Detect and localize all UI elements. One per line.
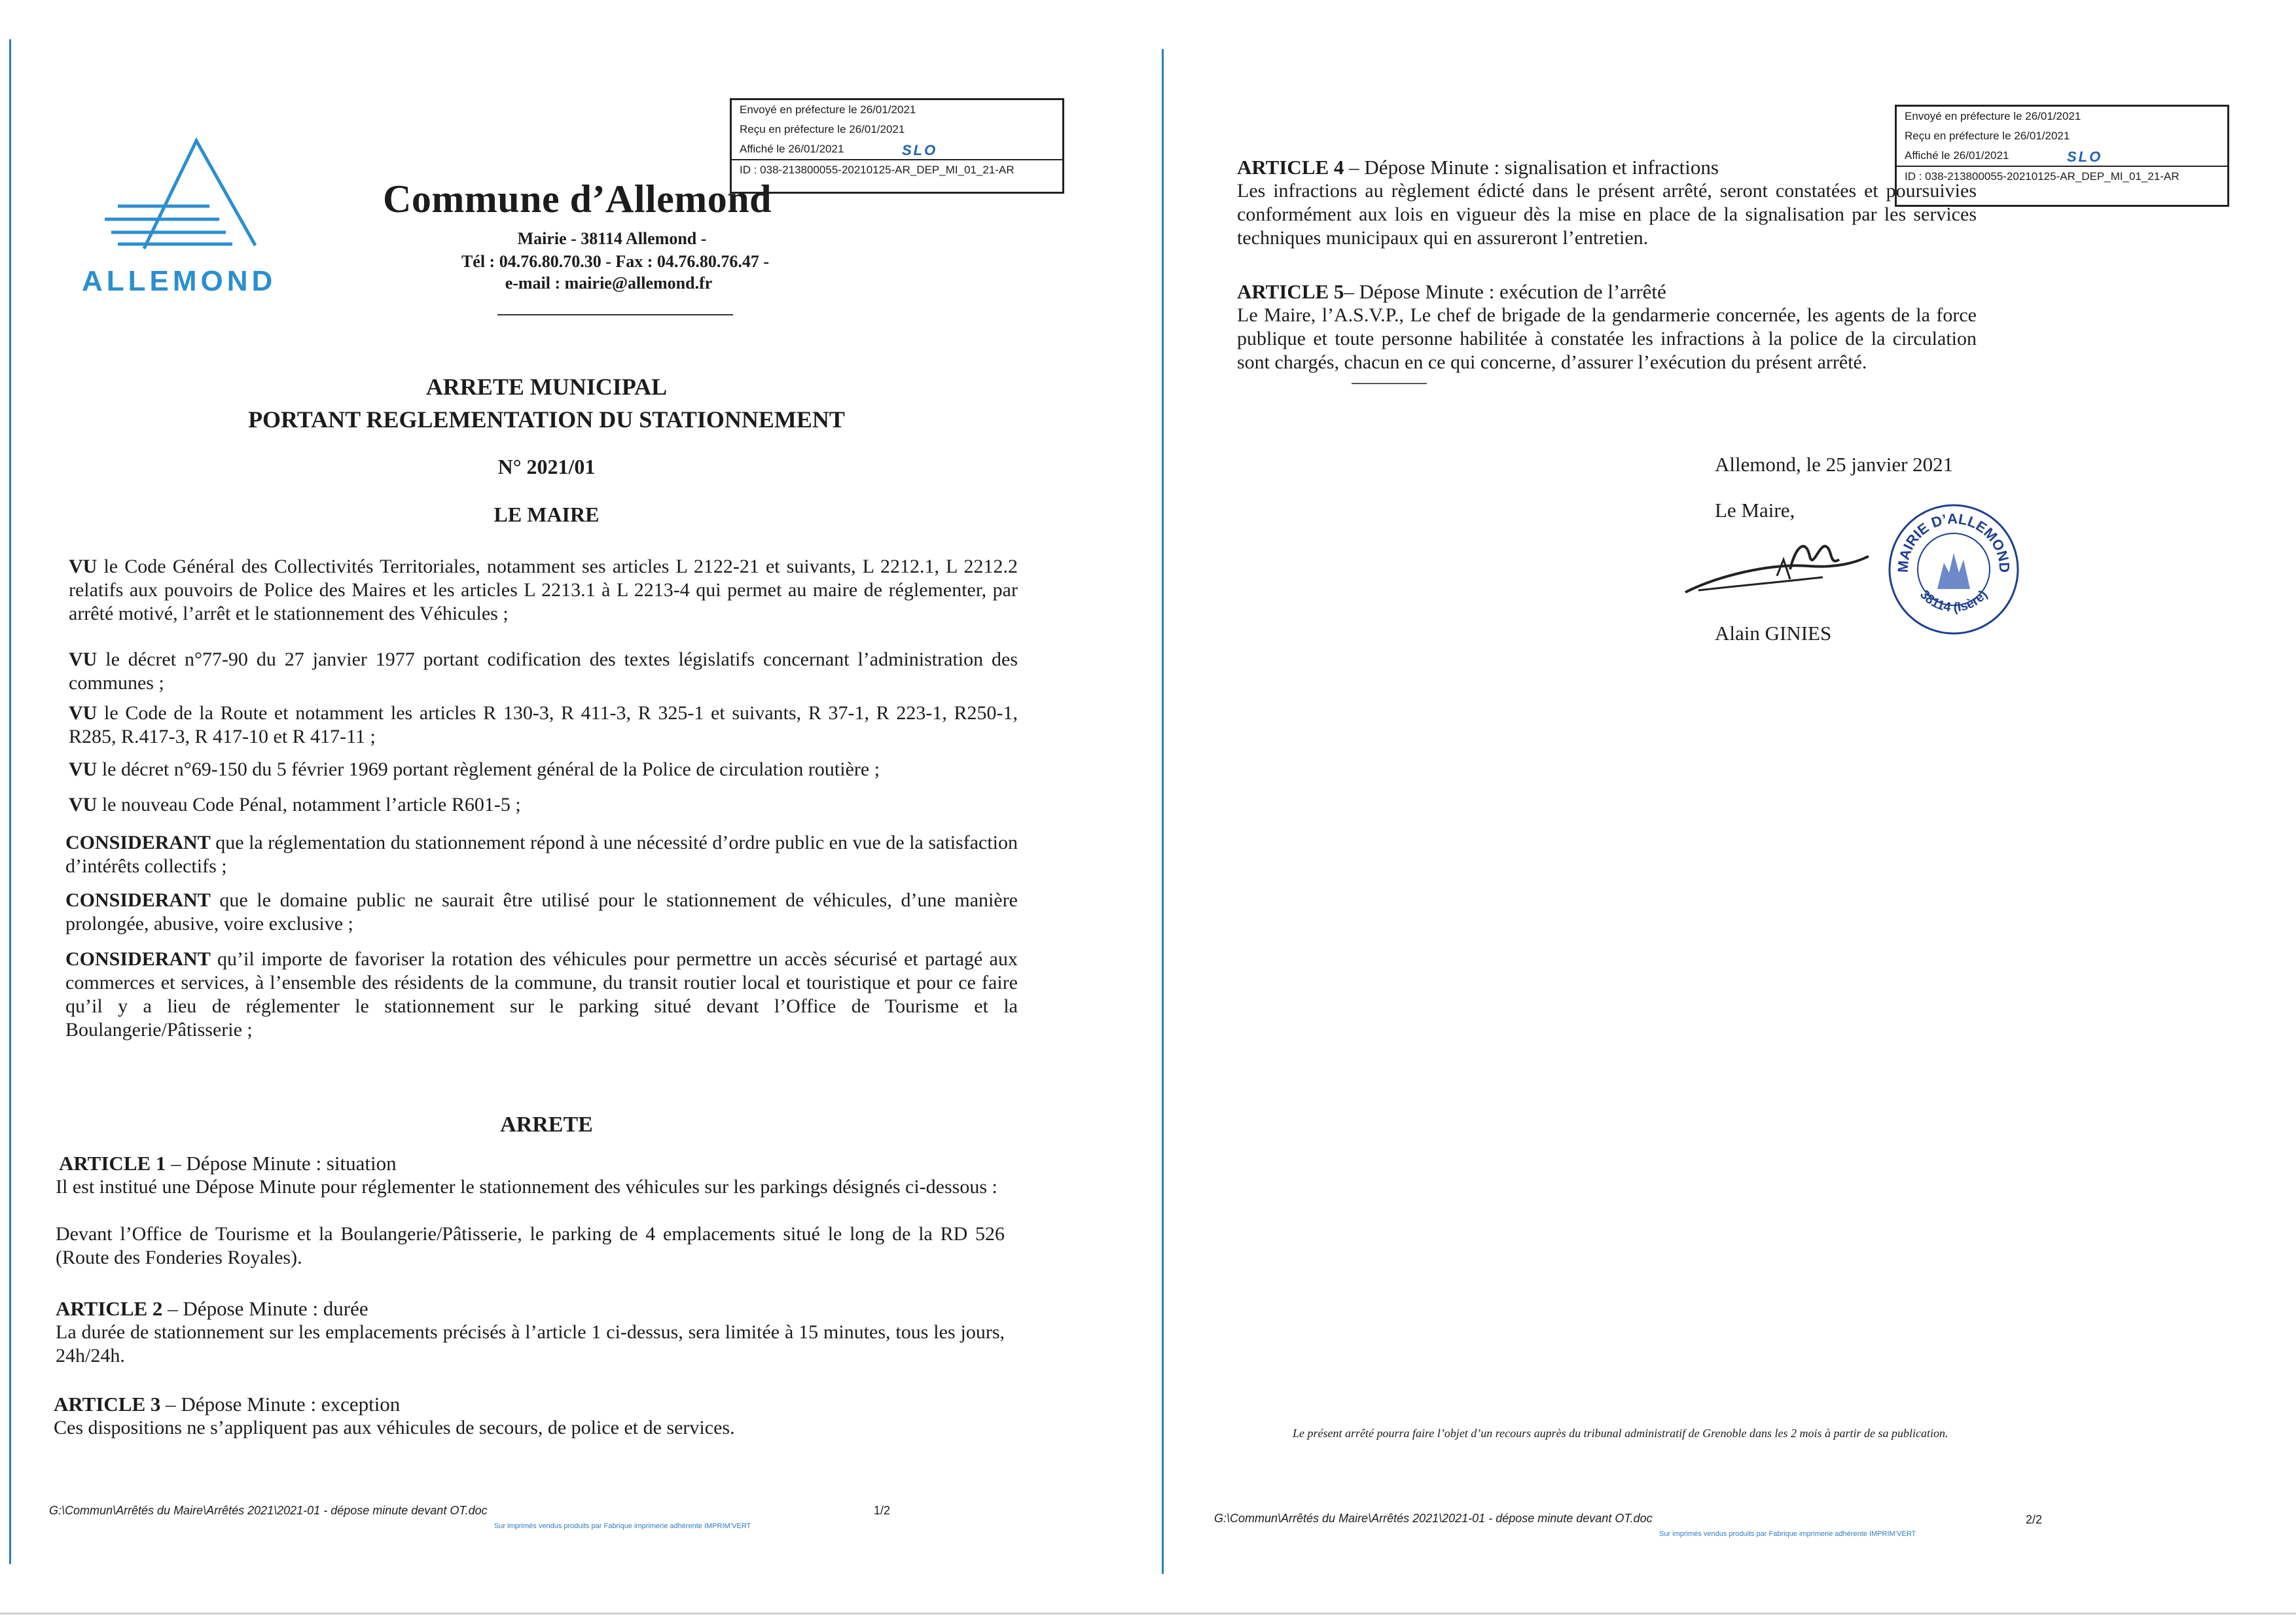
article-5-body: Le Maire, l’A.S.V.P., Le chef de brigade de la gendarmerie concernée, les agents de la force publique et toute personne habilitée à constatée les infractions à la police de la circulation sont chargés, chacun en ce qui concerne, d’assurer l’exécution du présent arrêté. xyxy=(1237,304,1977,373)
slo-logo: SLO xyxy=(2067,149,2103,165)
article-3-heading: ARTICLE 3 – Dépose Minute : exception xyxy=(54,1393,401,1416)
page-1 xyxy=(0,0,1086,1623)
stamp-recu: Reçu en préfecture le 26/01/2021 xyxy=(1905,130,2070,142)
stamp-recu: Reçu en préfecture le 26/01/2021 xyxy=(740,123,905,135)
prefecture-stamp xyxy=(730,98,1064,194)
page-number-p1: 1/2 xyxy=(874,1504,891,1517)
email: e-mail : mairie@allemond.fr xyxy=(505,274,713,293)
preamble-vu-code-penal: VU le nouveau Code Pénal, notamment l’article R601-5 ; xyxy=(69,794,521,815)
commune-name: Commune d’Allemond xyxy=(383,177,772,221)
allemond-logo xyxy=(79,134,295,304)
official-seal-icon xyxy=(1885,501,2022,638)
mountain-logo-icon xyxy=(79,134,295,265)
article-2-body: La durée de stationnement sur les emplacements précisés à l’article 1 ci-dessus, sera limitée à 15 minutes, tous les jours, 24h/24h. xyxy=(56,1321,1005,1366)
svg-text:MAIRIE D’ALLEMOND: MAIRIE D’ALLEMOND xyxy=(1894,510,2013,573)
title-line-1: ARRETE MUNICIPAL xyxy=(425,374,668,400)
arrete-number: N° 2021/01 xyxy=(497,455,596,478)
preamble-considerant-2: CONSIDERANT que le domaine public ne saurait être utilisé pour le stationnement de véhicules, d’une manière prolongée, abusive, voire exclusive ; xyxy=(65,889,1018,935)
scan-edge-line xyxy=(1162,49,1164,1574)
page-number-p2: 2/2 xyxy=(2026,1513,2043,1526)
article-1-body-2: Devant l’Office de Tourisme et la Boulangerie/Pâtisserie, le parking de 4 emplacements situé le long de la RD 526 (Route des Fonderies Royales). xyxy=(56,1223,1005,1268)
article-5-heading: ARTICLE 5– Dépose Minute : exécution de l’arrêté xyxy=(1237,280,1666,303)
title-line-2: PORTANT REGLEMENTATION DU STATIONNEMENT xyxy=(248,406,845,433)
footer-path-p2: G:\Commun\Arrêtés du Maire\Arrêtés 2021\2021-01 - dépose minute devant OT.doc xyxy=(1214,1512,1653,1525)
stamp-id: ID : 038-213800055-20210125-AR_DEP_MI_01_21-AR xyxy=(1897,166,2227,187)
handwritten-signature-icon xyxy=(1679,530,1875,602)
phone-fax: Tél : 04.76.80.70.30 - Fax : 04.76.80.76.47 - xyxy=(461,252,770,271)
logo-wordmark: ALLEMOND xyxy=(82,265,277,297)
arrete-heading: ARRETE xyxy=(500,1113,593,1137)
stamp-envoye: Envoyé en préfecture le 26/01/2021 xyxy=(1905,110,2081,122)
preamble-vu-code-route: VU le Code de la Route et notamment les articles R 130-3, R 411-3, R 325-1 et suivants, R 37-1, R 223-1, R250-1, R285, R.417-3, R 417-10 et R 417-11 ; xyxy=(69,702,1018,747)
article-4-heading: ARTICLE 4 – Dépose Minute : signalisation et infractions xyxy=(1237,156,1719,179)
scan-bottom-edge xyxy=(0,1613,2296,1614)
article-1-body-1: Il est institué une Dépose Minute pour réglementer le stationnement des véhicules sur les parkings désignés ci-dessous : xyxy=(56,1176,997,1198)
divider xyxy=(1352,383,1427,384)
page-2 xyxy=(1103,0,2296,1623)
recours-mention: Le présent arrêté pourra faire l’objet d’un recours auprès du tribunal administratif de Grenoble dans les 2 mois à partir de sa publication. xyxy=(1293,1427,1948,1440)
signature-role: Le Maire, xyxy=(1715,499,1795,522)
stamp-affiche: Affiché le 26/01/2021 xyxy=(1905,149,2009,162)
article-1-heading: ARTICLE 1 – Dépose Minute : situation xyxy=(59,1152,397,1175)
mairie-address: Mairie - 38114 Allemond - xyxy=(517,229,707,248)
svg-text:38114 (Isère): 38114 (Isère) xyxy=(1916,587,1991,615)
article-2-heading: ARTICLE 2 – Dépose Minute : durée xyxy=(56,1297,368,1320)
preamble-vu-decret-1977: VU le décret n°77-90 du 27 janvier 1977 portant codification des textes législatifs concernant l’administration des communes ; xyxy=(69,649,1018,694)
preamble-considerant-1: CONSIDERANT que la réglementation du stationnement répond à une nécessité d’ordre public en vue de la satisfaction d’intérêts collectifs ; xyxy=(65,832,1018,877)
footer-path-p1: G:\Commun\Arrêtés du Maire\Arrêtés 2021\2021-01 - dépose minute devant OT.doc xyxy=(49,1504,488,1517)
article-3-body: Ces dispositions ne s’appliquent pas aux véhicules de secours, de police et de services. xyxy=(54,1417,735,1438)
le-maire-heading: LE MAIRE xyxy=(493,503,600,526)
print-mark-p2: Sur imprimés vendus produits par Fabrique imprimerie adhérente IMPRIM’VERT xyxy=(1659,1530,1916,1538)
article-4-body: Les infractions au règlement édicté dans le présent arrêté, seront constatées et poursuivies conformément aux lois en vigueur dès la mise en place de la signalisation par les services techniques municipaux qui en assureront l’entretien. xyxy=(1237,180,1977,249)
place-date: Allemond, le 25 janvier 2021 xyxy=(1715,453,1954,476)
print-mark-p1: Sur imprimés vendus produits par Fabrique imprimerie adhérente IMPRIM’VERT xyxy=(494,1522,751,1530)
preamble-considerant-3: CONSIDERANT qu’il importe de favoriser la rotation des véhicules pour permettre un accès sécurisé et partagé aux commerces et services, à l’ensemble des résidents de la commune, du transit routier local et touristique et pour ce faire qu’il y a lieu de réglementer le stationnement sur le parking situé devant l’Office de Tourisme et la Boulangerie/Pâtisserie ; xyxy=(65,948,1018,1041)
scan-edge-line xyxy=(9,39,11,1564)
stamp-affiche: Affiché le 26/01/2021 xyxy=(740,143,844,155)
header-rule xyxy=(497,314,733,315)
preamble-vu-cgct: VU le Code Général des Collectivités Territoriales, notamment ses articles L 2122-21 et suivants, L 2212.1, L 2212.2 relatifs aux pouvoirs de Police des Maires et les articles L 2213.1 à L 2213-4 qui permet au maire de réglementer, par arrêté motivé, l’arrêt et le stationnement des Véhicules ; xyxy=(69,556,1018,624)
preamble-vu-decret-1969: VU le décret n°69-150 du 5 février 1969 portant règlement général de la Police de circulation routière ; xyxy=(69,758,880,780)
stamp-id: ID : 038-213800055-20210125-AR_DEP_MI_01_21-AR xyxy=(732,159,1062,180)
mairie-seal xyxy=(1885,501,2022,638)
mayor-name: Alain GINIES xyxy=(1715,622,1832,645)
slo-logo: SLO xyxy=(902,142,938,158)
stamp-envoye: Envoyé en préfecture le 26/01/2021 xyxy=(740,103,916,116)
